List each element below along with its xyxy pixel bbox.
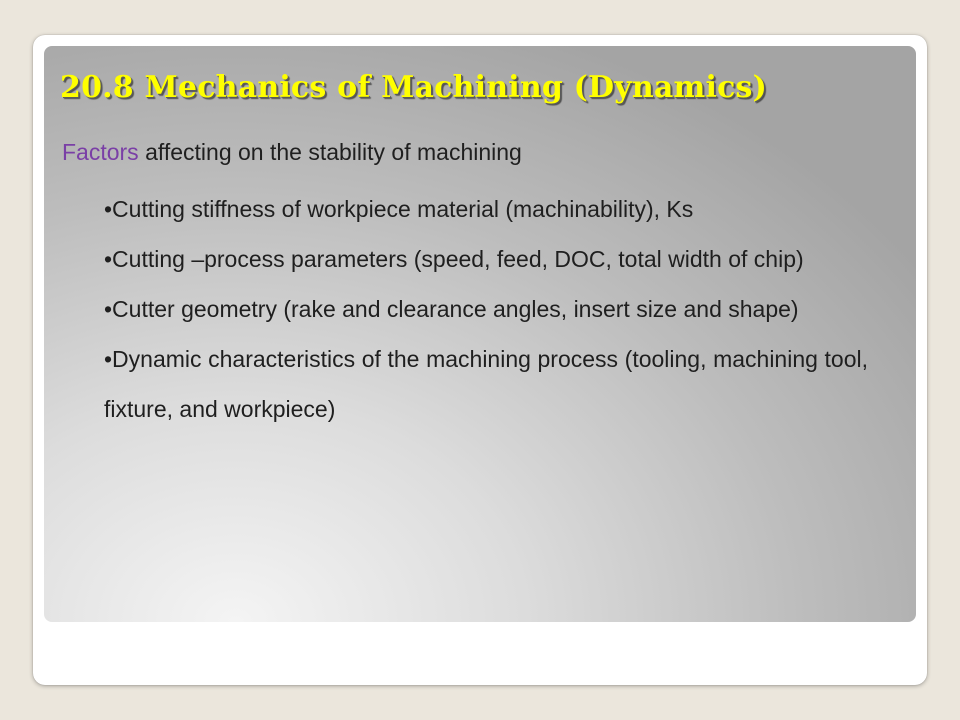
bullet-process-parameters: •Cutting –process parameters (speed, feed, DOC, total width of chip) <box>104 246 804 272</box>
intro-text: affecting on the stability of machining <box>138 139 522 165</box>
slide-title: 20.8 Mechanics of Machining (Dynamics) <box>60 70 768 105</box>
bullet-dynamic-characteristics: •Dynamic characteristics of the machining process (tooling, machining tool, fixture, and workpiece) <box>104 346 868 422</box>
bullet-cutting-stiffness: •Cutting stiffness of workpiece material (machinability), Ks <box>104 196 694 222</box>
intro-highlight: Factors <box>62 139 139 165</box>
bullet-list <box>104 184 868 434</box>
intro-line <box>62 136 522 168</box>
bullet-cutter-geometry: •Cutter geometry (rake and clearance angles, insert size and shape) <box>104 296 799 322</box>
